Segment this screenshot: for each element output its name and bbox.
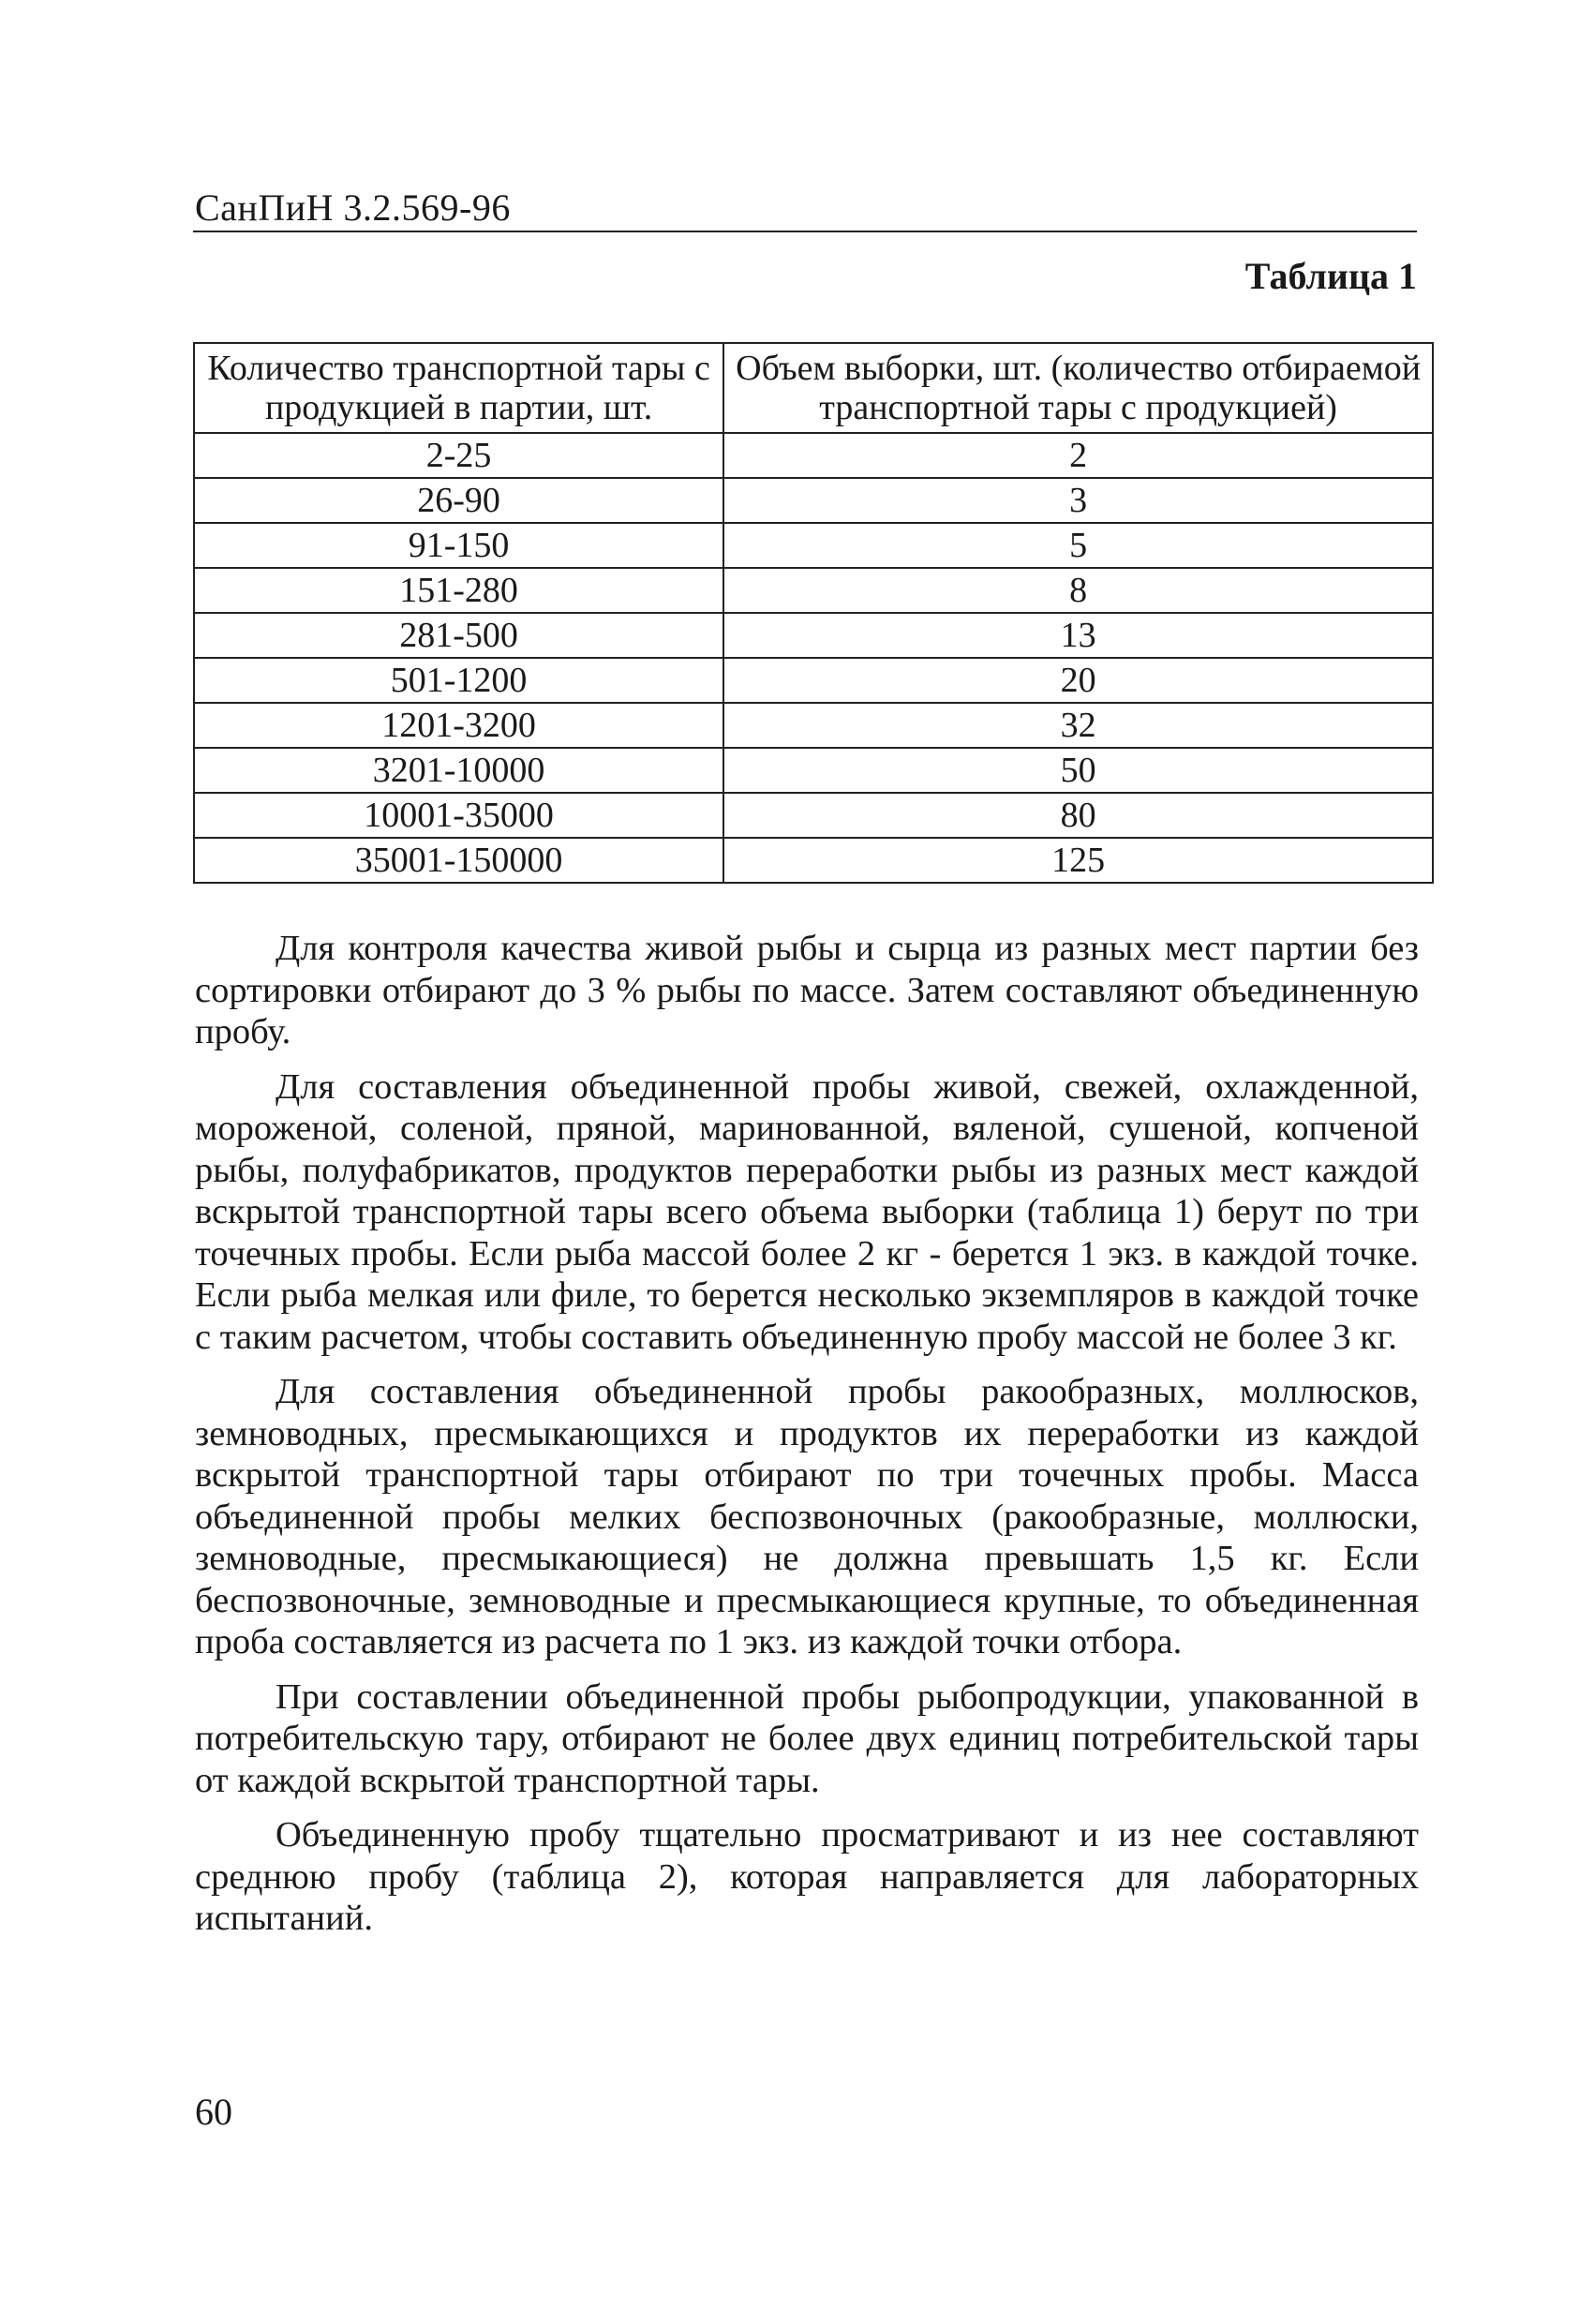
page-number: 60 (195, 2091, 232, 2133)
paragraph: Для контроля качества живой рыбы и сырца из разных мест партии без сортировки отбирают до 3 % рыбы по массе. Затем составляют объединенную пробу. (195, 929, 1419, 1051)
cell-sample-size: 20 (723, 658, 1433, 703)
cell-quantity-range: 2-25 (194, 433, 723, 478)
cell-quantity-range: 91-150 (194, 523, 723, 568)
cell-sample-size: 13 (723, 613, 1433, 658)
paragraph: Для составления объединенной пробы ракообразных, моллюсков, земноводных, пресмыкающихся и продуктов их переработки из каждой вскрытой транспортной тары отбирают по три точечных пробы. Масса объединенной пробы мелких беспозвоночных (ракообразные, моллюски, земноводные, пресмыкающиеся) не должна превышать 1,5 кг. Если беспозвоночные, земноводные и пресмыкающиеся крупные, то объединенная проба составляется из расчета по 1 экз. из каждой точки отбора. (195, 1372, 1419, 1661)
table-row (194, 478, 1433, 523)
paragraph: При составлении объединенной пробы рыбопродукции, упакованной в потребительскую тару, отбирают не более двух единиц потребительской тары от каждой вскрытой транспортной тары. (195, 1676, 1419, 1800)
cell-sample-size: 125 (723, 838, 1433, 883)
table-header-row (194, 343, 1433, 433)
cell-quantity-range: 1201-3200 (194, 703, 723, 748)
cell-quantity-range: 501-1200 (194, 658, 723, 703)
table-row (194, 523, 1433, 568)
table-row (194, 748, 1433, 793)
table-row (194, 703, 1433, 748)
table-row (194, 613, 1433, 658)
cell-sample-size: 32 (723, 703, 1433, 748)
cell-sample-size: 80 (723, 793, 1433, 838)
sample-size-table (193, 342, 1434, 884)
table-row (194, 433, 1433, 478)
cell-sample-size: 3 (723, 478, 1433, 523)
body-text (195, 928, 1419, 1953)
cell-quantity-range: 35001-150000 (194, 838, 723, 883)
cell-quantity-range: 281-500 (194, 613, 723, 658)
table-row (194, 568, 1433, 613)
cell-quantity-range: 151-280 (194, 568, 723, 613)
paragraph: Объединенную пробу тщательно просматривают и из нее составляют среднюю пробу (таблица 2), которая направляется для лабораторных испытаний. (195, 1815, 1419, 1938)
running-title: СанПиН 3.2.569-96 (195, 186, 511, 229)
cell-quantity-range: 3201-10000 (194, 748, 723, 793)
table-row (194, 658, 1433, 703)
column-header-quantity: Количество транспортной тары с продукцией в партии, шт. (194, 343, 723, 433)
cell-quantity-range: 10001-35000 (194, 793, 723, 838)
cell-quantity-range: 26-90 (194, 478, 723, 523)
table-row (194, 793, 1433, 838)
paragraph: Для составления объединенной пробы живой, свежей, охлажденной, мороженой, соленой, пряной, маринованной, вяленой, сушеной, копченой рыбы, полуфабрикатов, продуктов переработки рыбы из разных мест каждой вскрытой транспортной тары всего объема выборки (таблица 1) берут по три точечных пробы. Если рыба массой более 2 кг - берется 1 экз. в каждой точке. Если рыба мелкая или филе, то берется несколько экземпляров в каждой точке с таким расчетом, чтобы составить объединенную пробу массой не более 3 кг. (195, 1066, 1419, 1357)
column-header-sample-size: Объем выборки, шт. (количество отбираемой транспортной тары с продукцией) (723, 343, 1433, 433)
header-rule (193, 231, 1417, 232)
cell-sample-size: 50 (723, 748, 1433, 793)
cell-sample-size: 5 (723, 523, 1433, 568)
table-caption: Таблица 1 (1244, 255, 1417, 297)
cell-sample-size: 8 (723, 568, 1433, 613)
table-row (194, 838, 1433, 883)
cell-sample-size: 2 (723, 433, 1433, 478)
